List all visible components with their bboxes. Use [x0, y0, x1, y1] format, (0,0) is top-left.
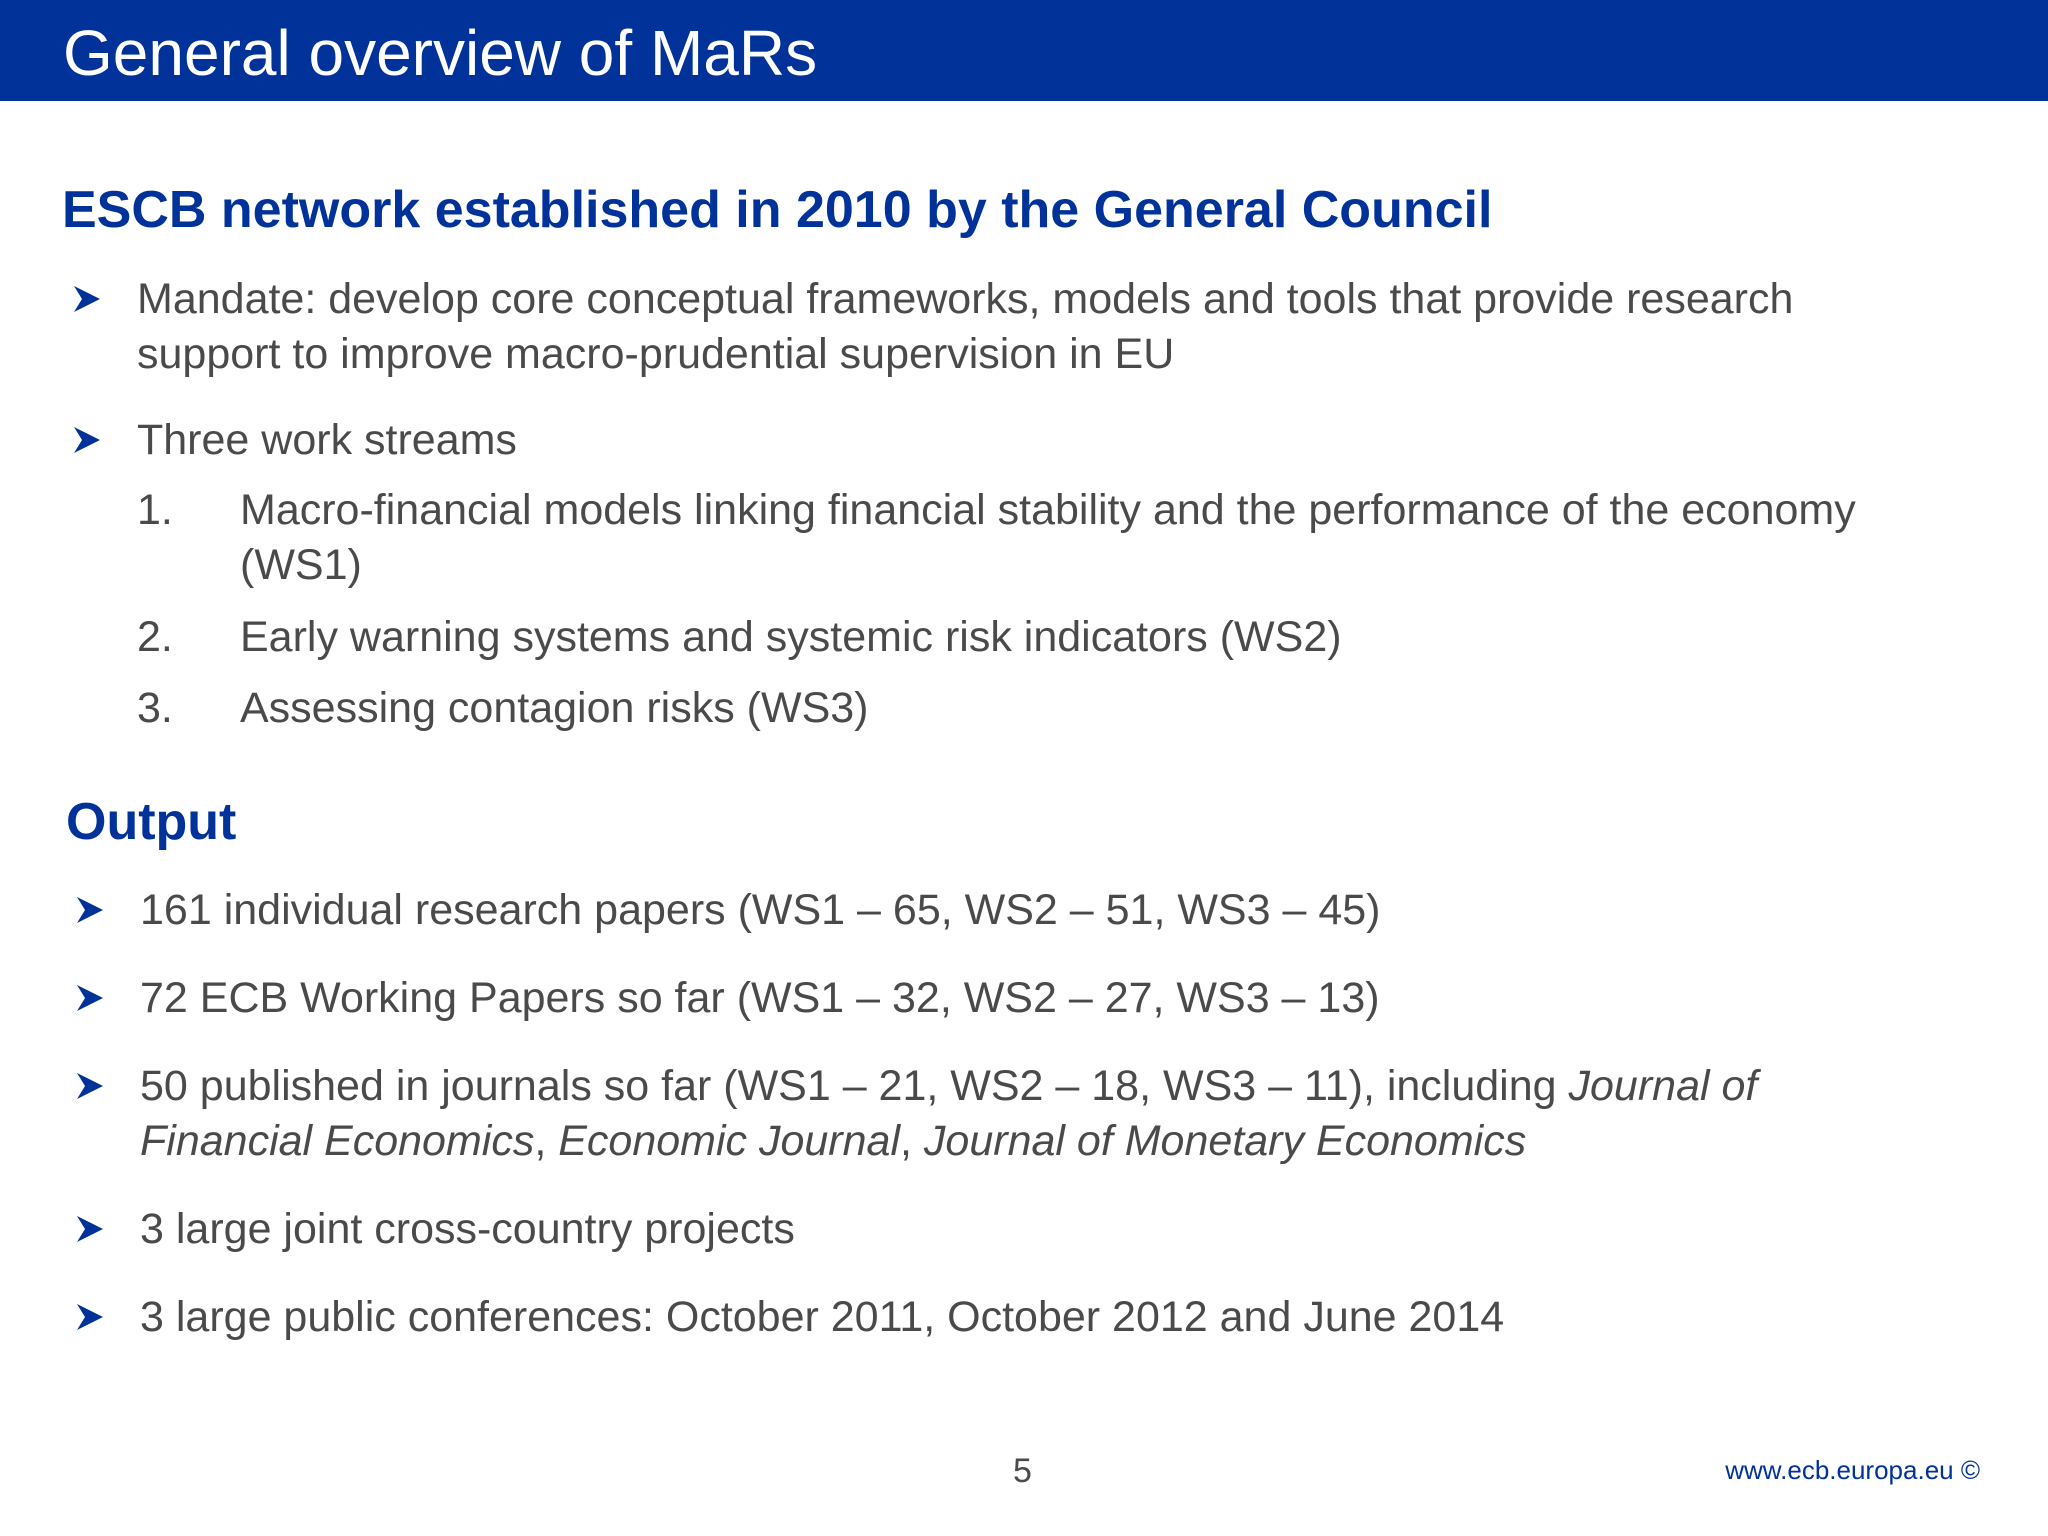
numbered-item-3-number: 3. [137, 684, 173, 732]
bullet-journals-line-2 [140, 1114, 1526, 1169]
journal-separator: , [534, 1117, 559, 1165]
bullet-journals-prefix: 50 published in journals so far (WS1 – 21, WS2 – 18, WS3 – 11), including [140, 1062, 1569, 1110]
numbered-item-2-text: Early warning systems and systemic risk indicators (WS2) [240, 613, 1342, 661]
bullet-joint-projects-text: 3 large joint cross-country projects [140, 1205, 795, 1253]
numbered-item-1-line-2: (WS1) [240, 541, 362, 589]
page-number: 5 [1013, 1452, 1032, 1490]
journal-jfe-part-1: Journal of [1568, 1062, 1758, 1110]
bullet-journals-line-1 [140, 1059, 1757, 1114]
bullet-mandate-line-1: Mandate: develop core conceptual frameworks, models and tools that provide research [137, 275, 1794, 323]
journal-economic-journal: Economic Journal [558, 1117, 901, 1165]
bullet-mandate-line-2: support to improve macro-prudential supervision in EU [137, 330, 1175, 378]
numbered-item-3-text: Assessing contagion risks (WS3) [240, 684, 869, 732]
arrow-bullet-icon [75, 1214, 105, 1244]
bullet-conferences-text: 3 large public conferences: October 2011, October 2012 and June 2014 [140, 1293, 1505, 1341]
arrow-bullet-icon [75, 983, 105, 1013]
journal-jfe-part-2: Financial Economics [140, 1117, 535, 1165]
bullet-research-papers-text: 161 individual research papers (WS1 – 65, WS2 – 51, WS3 – 45) [140, 886, 1381, 934]
title-bar [0, 0, 2048, 101]
arrow-bullet-icon [75, 1071, 105, 1101]
section-heading-escb: ESCB network established in 2010 by the General Council [62, 181, 1493, 239]
journal-separator: , [900, 1117, 924, 1165]
bullet-work-streams-text: Three work streams [137, 416, 517, 464]
numbered-item-2-number: 2. [137, 613, 173, 661]
arrow-bullet-icon [72, 284, 102, 314]
journal-jme: Journal of Monetary Economics [923, 1117, 1527, 1165]
arrow-bullet-icon [72, 425, 102, 455]
numbered-item-1-line-1: Macro-financial models linking financial stability and the performance of the economy [240, 486, 1856, 534]
arrow-bullet-icon [75, 895, 105, 925]
numbered-item-1-number: 1. [137, 486, 173, 534]
bullet-working-papers-text: 72 ECB Working Papers so far (WS1 – 32, WS2 – 27, WS3 – 13) [140, 974, 1380, 1022]
section-heading-output: Output [66, 793, 237, 851]
slide-title: General overview of MaRs [63, 17, 818, 89]
footer-website: www.ecb.europa.eu © [1725, 1455, 1980, 1485]
arrow-bullet-icon [75, 1302, 105, 1332]
